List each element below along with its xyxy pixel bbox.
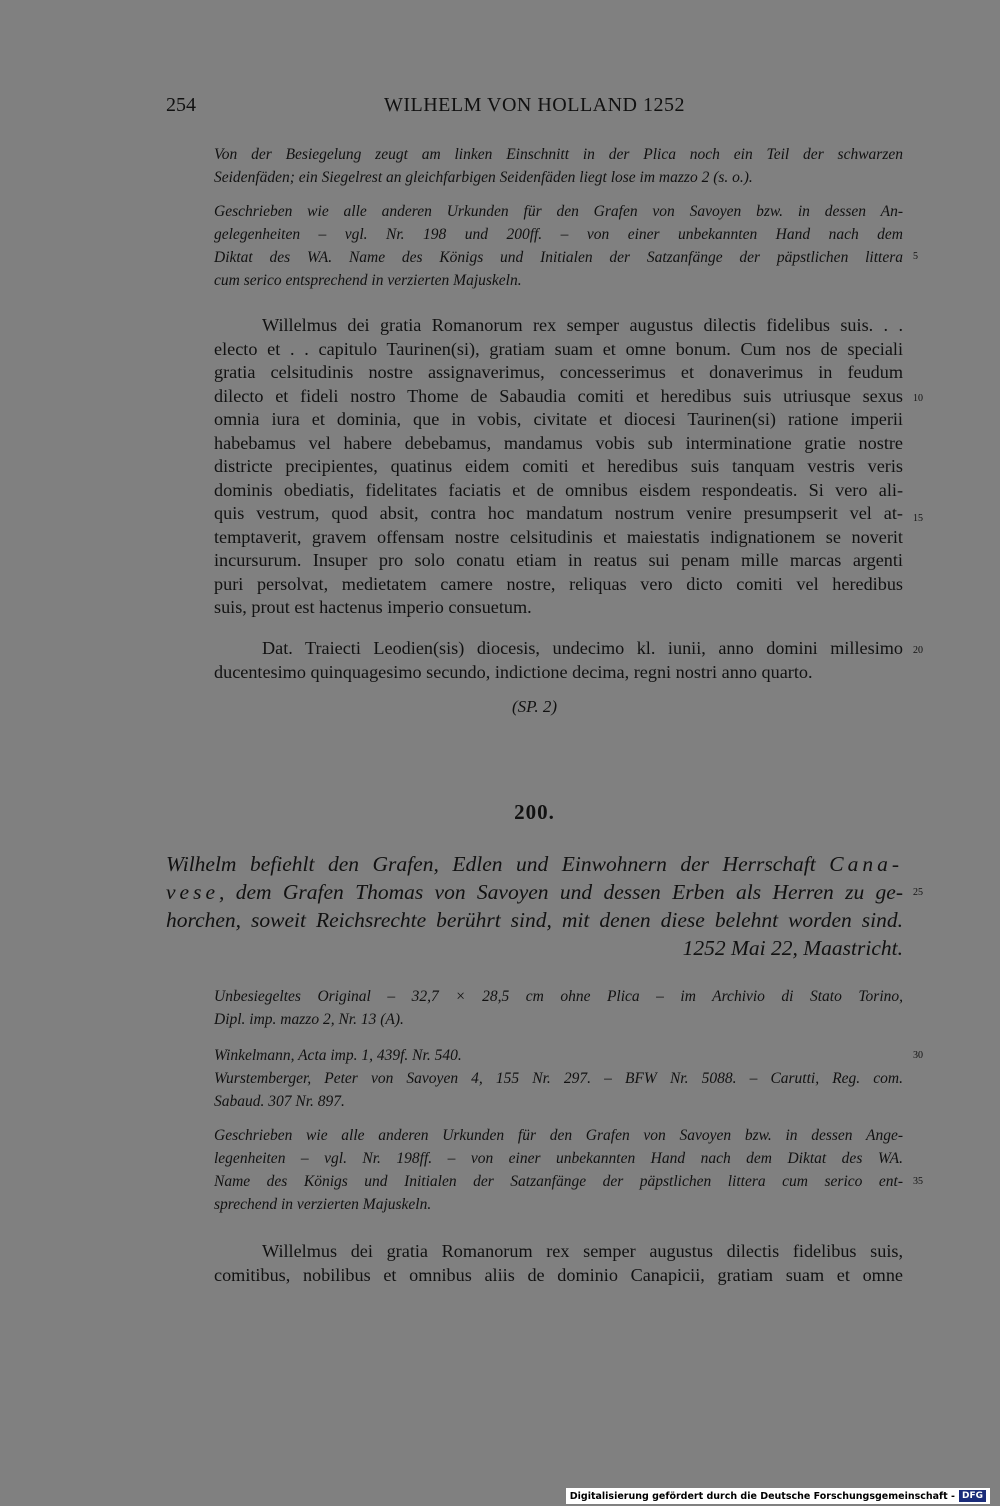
note-line: Geschrieben wie alle anderen Urkunden für den Grafen von Savoyen bzw. in dessen Ange- xyxy=(214,1127,903,1144)
text-line: quis vestrum, quod absit, contra hoc mandatum nostrum venire presumpserit vel at- xyxy=(214,503,903,523)
line-number: 15 xyxy=(913,513,923,524)
dfg-logo-icon: DFG xyxy=(959,1490,986,1502)
document-number: 200. xyxy=(514,800,555,824)
regest-line xyxy=(166,850,903,878)
text-line: omnia iura et dominia, que in vobis, civitate et diocesi Taurinen(si) ratione imperii xyxy=(214,409,903,429)
line-number: 30 xyxy=(913,1050,923,1061)
note-line: Diktat des WA. Name des Königs und Initialen der Satzanfänge der päpstlichen littera xyxy=(214,249,903,266)
text-line: dominis obediatis, fidelitates faciatis et de omnibus eisdem respondeatis. Si vero ali- xyxy=(214,479,903,500)
text-line: puri persolvat, medietatem camere nostre, reliquas vero dicto comiti vel heredibus xyxy=(214,573,903,594)
seal-note xyxy=(214,143,903,189)
note-line: sprechend in verzierten Majuskeln. xyxy=(214,1196,432,1213)
text-line: Willelmus dei gratia Romanorum rex semper augustus dilectis fidelibus suis. . . xyxy=(262,315,903,335)
note-line: Dipl. imp. mazzo 2, Nr. 13 (A). xyxy=(214,1011,404,1028)
note-line: Geschrieben wie alle anderen Urkunden für den Grafen von Savoyen bzw. in dessen An- xyxy=(214,203,903,220)
regest-line xyxy=(166,878,903,906)
charter-200-text xyxy=(166,1240,903,1287)
text-line: districte precipientes, quatinus eidem comiti et heredibus suis tanquam vestris veris xyxy=(214,456,903,476)
line-number: 20 xyxy=(913,645,923,656)
note-line: gelegenheiten – vgl. Nr. 198 und 200ff. – von einer unbekannten Hand nach dem xyxy=(214,226,903,243)
regest-spaced-name: vese xyxy=(166,880,219,904)
text-line: temptaverit, gravem offensam nostre celsitudinis et maiestatis indignationem se noverit xyxy=(214,526,903,547)
siglum: (SP. 2) xyxy=(511,697,557,716)
note-line: Winkelmann, Acta imp. 1, 439f. Nr. 540. xyxy=(214,1047,462,1064)
regest-text: , dem Grafen Thomas von Savoyen und dessen Erben als Herren zu ge- xyxy=(219,880,903,904)
text-line: incursurum. Insuper pro solo conatu etiam in reatus sui penam mille marcas argenti xyxy=(214,550,903,570)
footer-credit xyxy=(566,1488,990,1504)
text-line: Dat. Traiecti Leodien(sis) diocesis, undecimo kl. iunii, anno domini millesimo xyxy=(262,638,903,658)
text-line: suis, prout est hactenus imperio consuetum. xyxy=(214,597,532,617)
regest-spaced-name: Cana- xyxy=(829,852,903,876)
charter-199-text xyxy=(166,314,903,620)
line-number: 10 xyxy=(913,393,923,404)
charter-199-dating xyxy=(166,637,903,684)
note-line: cum serico entsprechend in verzierten Majuskeln. xyxy=(214,272,522,289)
text-line: dilecto et fideli nostro Thome de Sabaudia comiti et heredibus suis utriusque sexus xyxy=(214,385,903,406)
page-header xyxy=(166,94,903,120)
text-line: electo et . . capitulo Taurinen(si), gratiam suam et omne bonum. Cum nos de speciali xyxy=(214,338,903,359)
running-title: WILHELM VON HOLLAND 1252 xyxy=(383,94,686,116)
regest-date: 1252 Mai 22, Maastricht. xyxy=(682,936,903,960)
original-note xyxy=(214,985,903,1031)
text-line: ducentesimo quinquagesimo secundo, indictione decima, regni nostri anno quarto. xyxy=(214,661,813,682)
note-line: Seidenfäden; ein Siegelrest an gleichfarbigen Seidenfäden liegt lose im mazzo 2 (s. o.). xyxy=(214,169,753,186)
note-line: Name des Königs und Initialen der Satzanfänge der päpstlichen littera cum serico ent- xyxy=(214,1173,903,1190)
text-line: habebamus vel habere debebamus, mandamus vobis sub interminatione gratie nostre xyxy=(214,432,903,453)
line-number: 5 xyxy=(913,251,918,262)
note-line: Sabaud. 307 Nr. 897. xyxy=(214,1093,345,1110)
text-line: comitibus, nobilibus et omnibus aliis de dominio Canapicii, gratiam suam et omne xyxy=(214,1264,903,1285)
page-number: 254 xyxy=(166,94,196,116)
scribe-note-2 xyxy=(214,1124,903,1216)
regest-text: Wilhelm befiehlt den Grafen, Edlen und Einwohnern der Herrschaft xyxy=(166,852,830,876)
note-line: legenheiten – vgl. Nr. 198ff. – von einer unbekannten Hand nach dem Diktat des WA. xyxy=(214,1150,903,1167)
line-number: 35 xyxy=(913,1176,923,1187)
regest xyxy=(166,850,903,962)
regest-line: horchen, soweit Reichsrechte berührt sind, mit denen diese belehnt worden sind. xyxy=(166,908,903,932)
scribe-note-1 xyxy=(214,200,903,292)
footer-text: Digitalisierung gefördert durch die Deutsche Forschungsgemeinschaft - xyxy=(569,1490,955,1502)
note-line: Von der Besiegelung zeugt am linken Einschnitt in der Plica noch ein Teil der schwarzen xyxy=(214,146,903,163)
note-line: Unbesiegeltes Original – 32,7 × 28,5 cm ohne Plica – im Archivio di Stato Torino, xyxy=(214,988,903,1005)
text-line: gratia celsitudinis nostre assignaverimus, concesserimus et donaverimus in feudum xyxy=(214,362,903,382)
literature-note xyxy=(214,1044,903,1113)
line-number: 25 xyxy=(913,887,923,898)
text-line: Willelmus dei gratia Romanorum rex semper augustus dilectis fidelibus suis, xyxy=(262,1241,903,1261)
note-line: Wurstemberger, Peter von Savoyen 4, 155 Nr. 297. – BFW Nr. 5088. – Carutti, Reg. com. xyxy=(214,1070,903,1087)
